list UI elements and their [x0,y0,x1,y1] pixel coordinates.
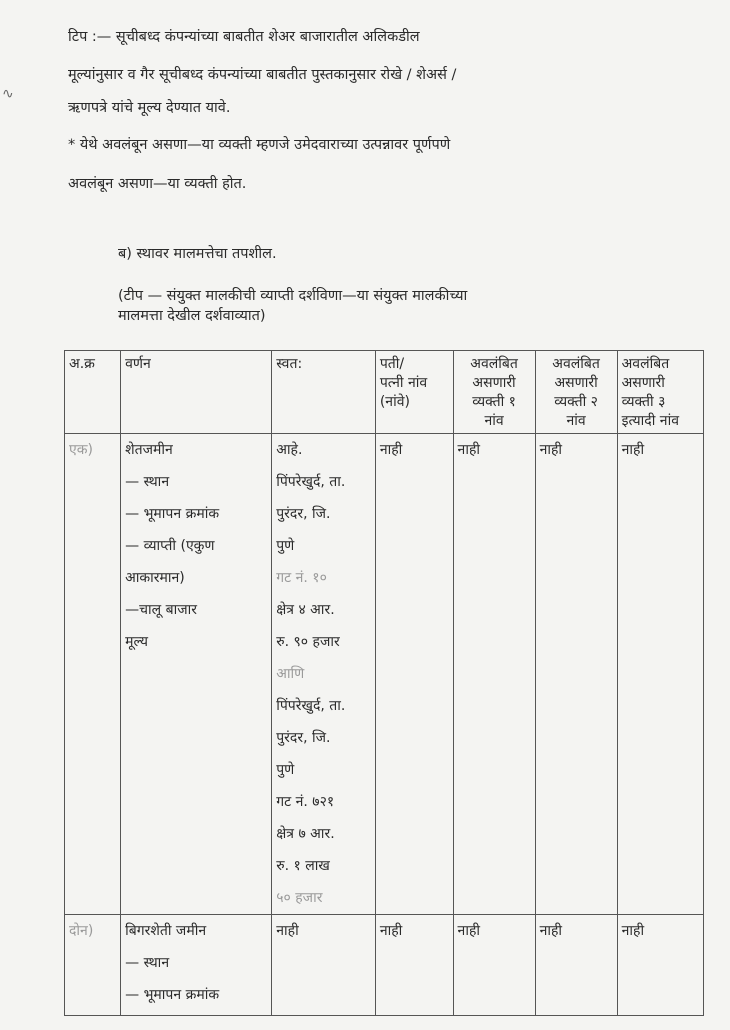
row-dependent-1: नाही [453,434,535,915]
row-self: आहे. पिंपरेखुर्द, ता. पुरंदर, जि. पुणे गट नं. १० क्षेत्र ४ आर. रु. ९० हजार आणि पिंपरेखुर्द, ता. पुरंदर, जि. पुणे गट नं. ७२१ क्षेत्र ७ आर. रु. १ लाख ५० हजार [272,434,376,915]
section-tip-line-2: मालमत्ता देखील दर्शवाव्यात) [118,308,266,324]
table-row [65,434,704,915]
row-dependent-2: नाही [535,915,617,1016]
row-self: नाही [272,915,376,1016]
header-sr: अ.क्र [65,351,121,434]
section-tip-line-1: (टीप — संयुक्त मालकीची व्याप्ती दर्शविणा—या संयुक्त मालकीच्या [118,288,468,304]
header-description: वर्णन [121,351,272,434]
row-dependent-1: नाही [453,915,535,1016]
row-spouse: नाही [375,915,453,1016]
row-sr: एक) [65,434,121,915]
section-heading: ब) स्थावर मालमत्तेचा तपशील. [118,246,277,262]
row-description: बिगरशेती जमीन — स्थान — भूमापन क्रमांक [121,915,272,1016]
note-line-1: टिप :— सूचीबध्द कंपन्यांच्या बाबतीत शेअर बाजारातील अलिकडील [68,29,420,45]
header-dependent-1: अवलंबित असणारी व्यक्ती १ नांव [453,351,535,434]
table-header-row [65,351,704,434]
footnote-line-2: अवलंबून असणा—या व्यक्ती होत. [68,176,247,192]
row-spouse: नाही [375,434,453,915]
row-sr: दोन) [65,915,121,1016]
row-dependent-2: नाही [535,434,617,915]
row-description: शेतजमीन — स्थान — भूमापन क्रमांक — व्याप्ती (एकुण आकारमान) —चालू बाजार मूल्य [121,434,272,915]
header-spouse: पती/ पत्नी नांव (नांवे) [375,351,453,434]
footnote-line-1: * येथे अवलंबून असणा—या व्यक्ती म्हणजे उमेदवाराच्या उत्पन्नावर पूर्णपणे [68,137,451,153]
immovable-property-table [64,350,704,1030]
note-line-2: मूल्यांनुसार व गैर सूचीबध्द कंपन्यांच्या बाबतीत पुस्तकानुसार रोखे / शेअर्स / [68,67,457,83]
table-row [65,915,704,1016]
row-dependent-3: नाही [617,434,703,915]
row-dependent-3: नाही [617,915,703,1016]
header-dependent-3: अवलंबित असणारी व्यक्ती ३ इत्यादी नांव [617,351,703,434]
header-self: स्वत: [272,351,376,434]
header-dependent-2: अवलंबित असणारी व्यक्ती २ नांव [535,351,617,434]
note-line-3: ऋणपत्रे यांचे मूल्य देण्यात यावे. [68,100,231,116]
scan-speck: ∿ [2,86,14,102]
